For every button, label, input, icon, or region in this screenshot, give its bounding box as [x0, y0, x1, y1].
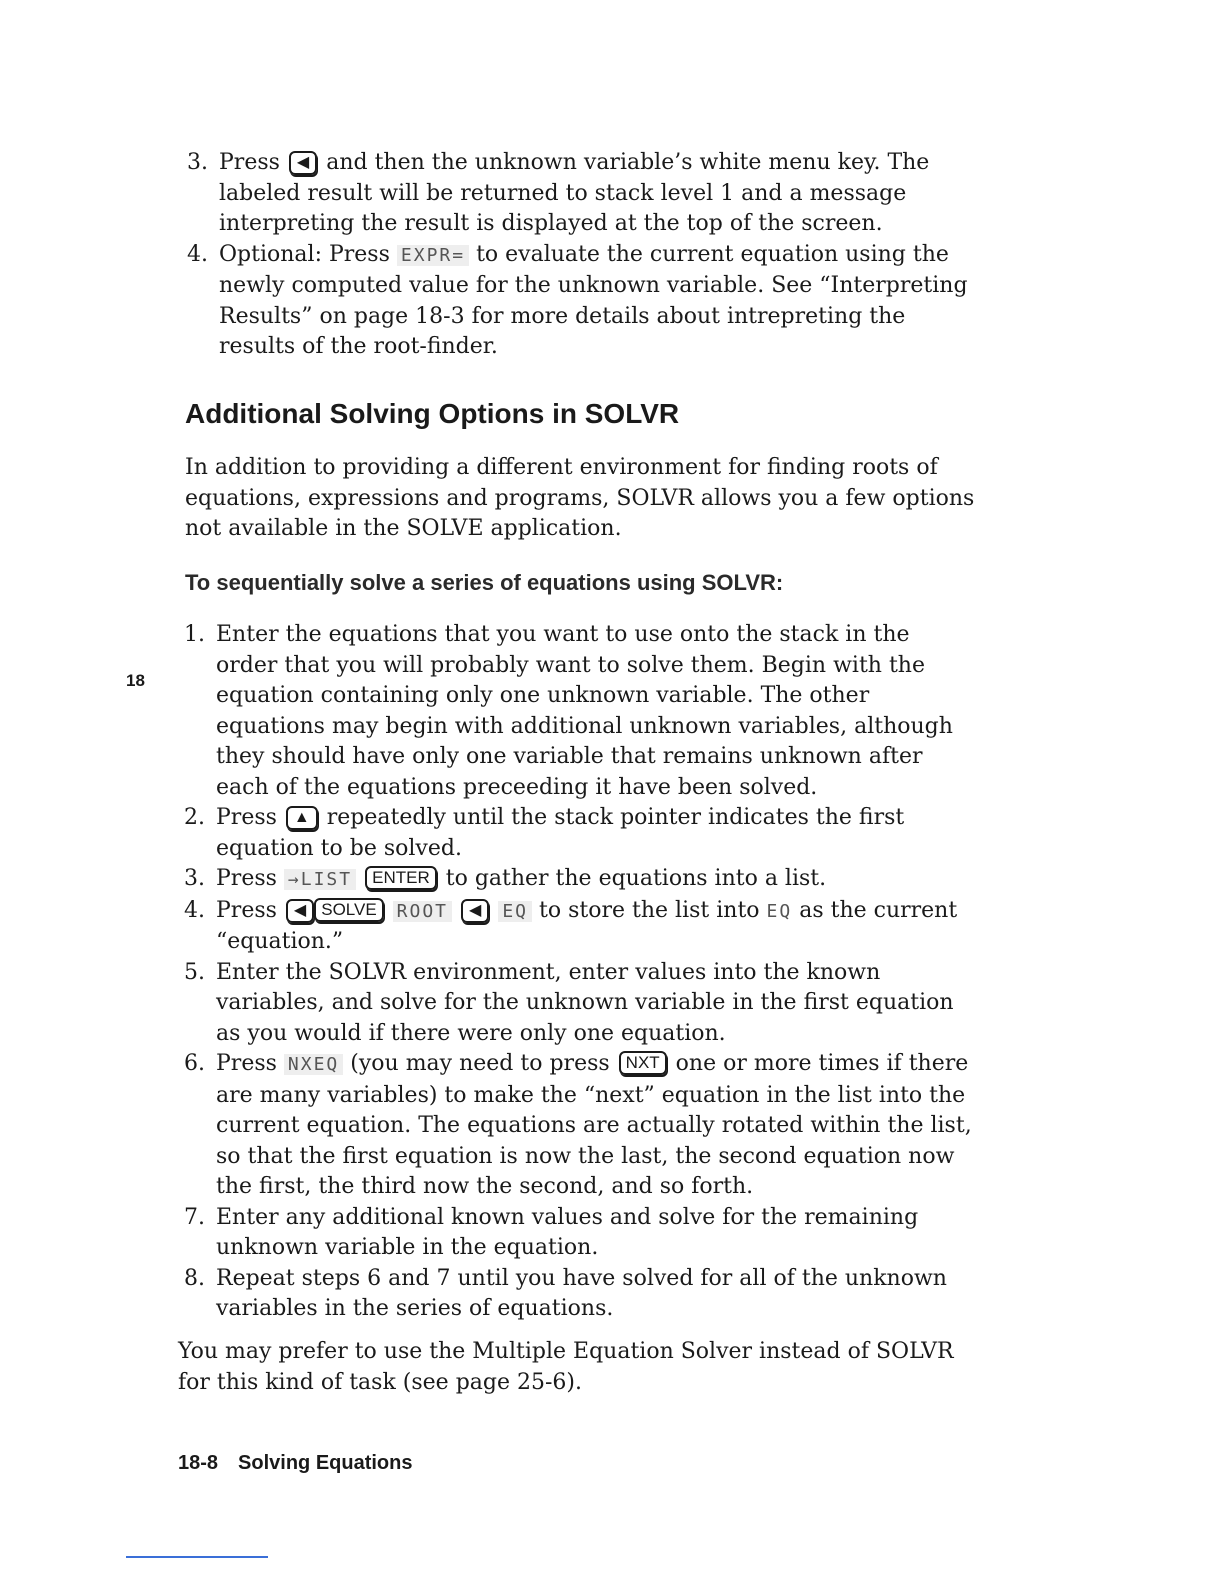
step-text: as the current “equation.” — [216, 897, 958, 954]
chapter-title: Solving Equations — [238, 1452, 413, 1474]
page-number: 18-8 — [178, 1452, 219, 1474]
menu-key-label: ROOT — [393, 901, 452, 922]
enter-key: ENTER — [365, 866, 437, 890]
step-text: Press — [216, 866, 277, 891]
footer-rule — [126, 1556, 268, 1558]
menu-key-label: EXPR= — [397, 245, 469, 266]
step-number: 1. — [184, 622, 205, 647]
step-text: to store the list into — [539, 897, 760, 923]
step-number: 2. — [184, 805, 205, 830]
subsection-heading: To sequentially solve a series of equations using SOLVR: — [185, 570, 784, 595]
step-number: 5. — [184, 959, 205, 985]
solve-key: SOLVE — [314, 898, 383, 922]
step-number: 7. — [184, 1204, 205, 1230]
step-text: Press — [216, 1051, 277, 1076]
step-number: 6. — [184, 1051, 205, 1076]
left-shift-key-icon: ◀ — [286, 899, 314, 923]
step-text: (you may need to press — [350, 1051, 610, 1076]
menu-key-label: EQ — [498, 901, 532, 922]
step-text: Enter the equations that you want to use onto the stack in the order that you will probably want to solve them. Begin with the equation containing only one unknown variable. The other equations may begin with additional unknown variables, although they should have only one variable that remains unknown after each of the equations preceeding it have been solved. — [216, 622, 953, 800]
menu-key-label: NXEQ — [284, 1054, 343, 1075]
step-number: 3. — [184, 866, 205, 891]
list-item — [187, 148, 977, 240]
step-text: Enter any additional known values and solve for the remaining unknown variable in the equation. — [216, 1204, 919, 1260]
step-text: one or more times if there are many variables) to make the “next” equation in the list into the current equation. The equations are actually rotated within the list, so that the first equation is now the last, the second equation now the first, the third now the second, and so forth. — [216, 1051, 972, 1199]
chapter-tab-marker: 18 — [126, 671, 145, 690]
section-paragraph: In addition to providing a different environment for finding roots of equations, expressions and programs, SOLVR allows you a few options not available in the SOLVE application. — [185, 455, 975, 541]
steps-list — [184, 620, 974, 1325]
section-heading: Additional Solving Options in SOLVR — [185, 398, 680, 429]
step-number: 8. — [184, 1265, 205, 1291]
list-item — [187, 240, 977, 363]
menu-key-label: →LIST — [284, 869, 356, 890]
step-number: 3. — [187, 150, 208, 175]
up-arrow-key-icon: ▲ — [286, 806, 318, 830]
closing-paragraph: You may prefer to use the Multiple Equation Solver instead of SOLVR for this kind of task (see page 25-6). — [178, 1339, 954, 1395]
step-number: 4. — [187, 241, 208, 267]
step-text: Repeat steps 6 and 7 until you have solved for all of the unknown variables in the series of equations. — [216, 1265, 947, 1321]
left-shift-key-icon: ◀ — [289, 151, 317, 175]
step-text: to evaluate the current equation using the newly computed value for the unknown variable. See “Interpreting Results” on page 18-3 for more details about intrepreting the results of the root-finder. — [219, 241, 968, 359]
step-number: 4. — [184, 897, 205, 923]
step-text: Press — [216, 805, 277, 830]
step-text: repeatedly until the stack pointer indicates the first equation to be solved. — [216, 805, 905, 861]
variable-name: EQ — [766, 900, 793, 922]
page-footer — [178, 1452, 412, 1475]
list-item — [184, 864, 974, 896]
nxt-key: NXT — [619, 1051, 667, 1075]
list-item — [184, 803, 974, 864]
top-steps-list — [187, 148, 977, 363]
list-item — [184, 620, 974, 803]
step-text: Press — [216, 897, 277, 923]
left-shift-key-icon: ◀ — [461, 899, 489, 923]
step-text: and then the unknown variable’s white menu key. The labeled result will be returned to stack level 1 and a message interpreting the result is displayed at the top of the screen. — [219, 150, 930, 236]
list-item — [184, 1203, 974, 1264]
step-text: Optional: Press — [219, 241, 390, 267]
step-text: Press — [219, 150, 280, 175]
step-text: Enter the SOLVR environment, enter values into the known variables, and solve for the unknown variable in the first equation as you would if there were only one equation. — [216, 959, 954, 1046]
list-item — [184, 1049, 974, 1203]
list-item — [184, 896, 974, 958]
step-text: to gather the equations into a list. — [445, 866, 827, 891]
list-item — [184, 958, 974, 1050]
list-item — [184, 1264, 974, 1325]
